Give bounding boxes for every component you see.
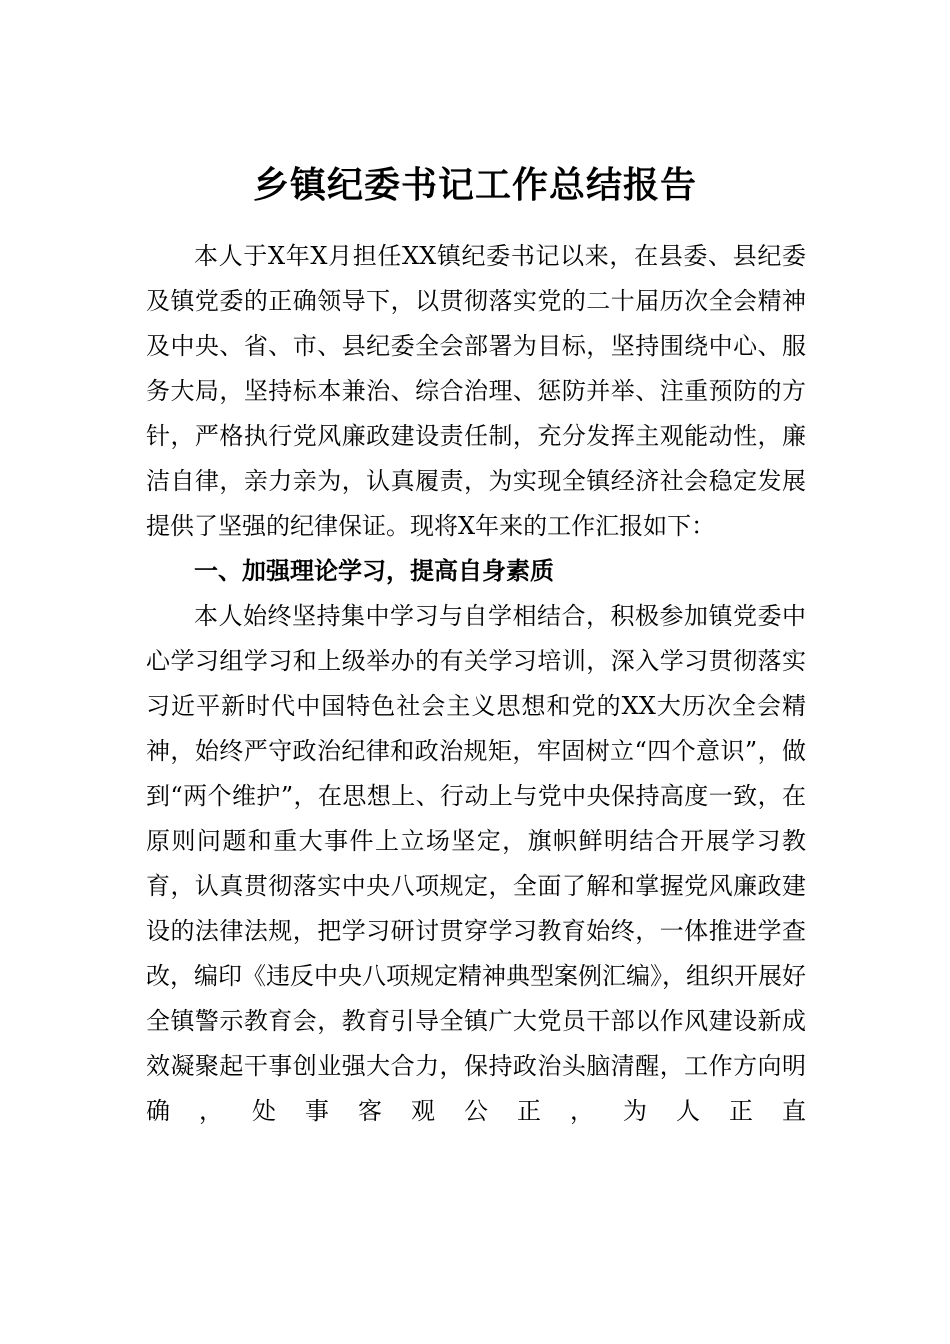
section-1-heading: 一、加强理论学习，提高自身素质 xyxy=(194,557,554,585)
document-title: 乡镇纪委书记工作总结报告 xyxy=(252,164,697,206)
document-body xyxy=(146,234,806,1134)
intro-paragraph: 本人于X年X月担任XX镇纪委书记以来，在县委、县纪委及镇党委的正确领导下，以贯彻落实党的二十届历次全会精神及中央、省、市、县纪委全会部署为目标，坚持围绕中心、服务大局，坚持标本兼治、综合治理、惩防并举、注重预防的方针，严格执行党风廉政建设责任制，充分发挥主观能动性，廉洁自律，亲力亲为，认真履责，为实现全镇经济社会稳定发展提供了坚强的纪律保证。现将X年来的工作汇报如下： xyxy=(146,242,806,540)
section-1-paragraph: 本人始终坚持集中学习与自学相结合，积极参加镇党委中心学习组学习和上级举办的有关学习培训，深入学习贯彻落实习近平新时代中国特色社会主义思想和党的XX大历次全会精神，始终严守政治纪律和政治规矩，牢固树立“四个意识”，做到“两个维护”，在思想上、行动上与党中央保持高度一致，在原则问题和重大事件上立场坚定，旗帜鲜明结合开展学习教育，认真贯彻落实中央八项规定，全面了解和掌握党风廉政建设的法律法规，把学习研讨贯穿学习教育始终，一体推进学查改，编印《违反中央八项规定精神典型案例汇编》，组织开展好全镇警示教育会，教育引导全镇广大党员干部以作风建设新成效凝聚起干事创业强大合力，保持政治头脑清醒，工作方向明确，处事客观公正，为人正直 xyxy=(146,602,806,1125)
